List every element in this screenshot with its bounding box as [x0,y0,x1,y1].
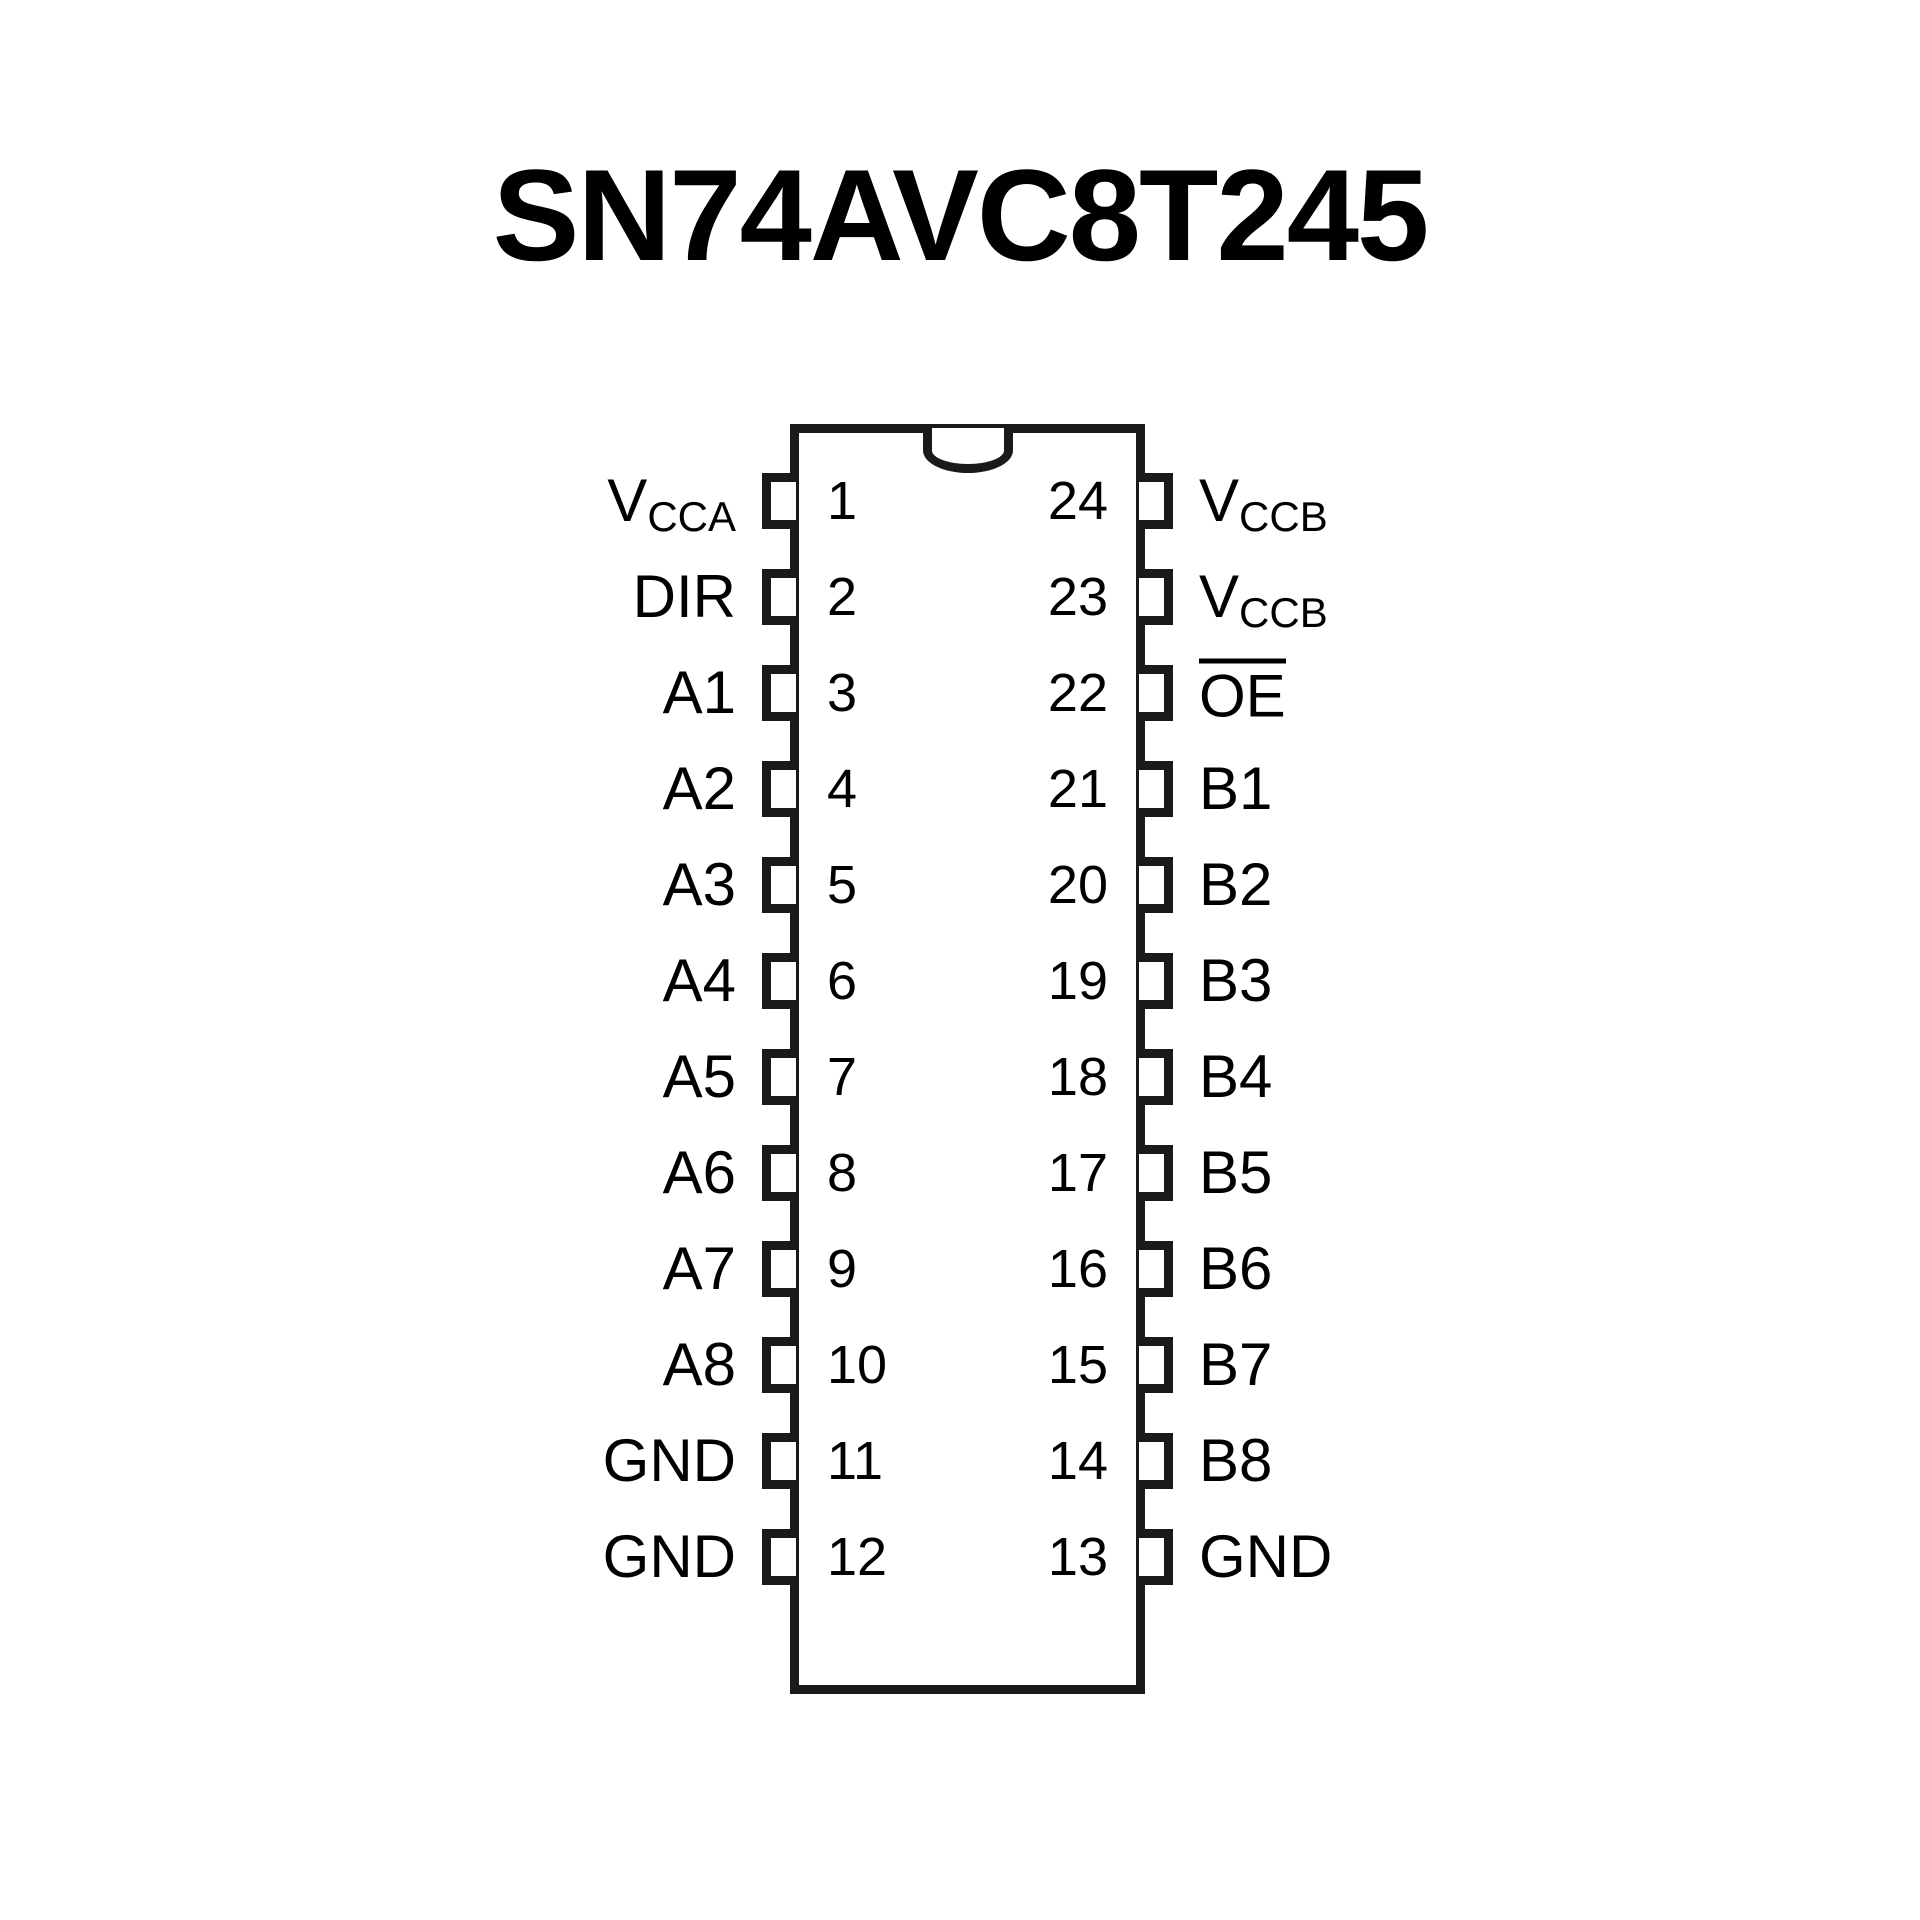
pin-label-7: A5 [662,1043,736,1110]
pin-label-23: VCCB [1199,563,1328,636]
pin-number-10: 10 [827,1335,888,1395]
pin-stub-8 [762,1145,796,1201]
pin-stub-17 [1139,1145,1173,1201]
pin-stub-12 [762,1529,796,1585]
pin-number-3: 3 [827,663,858,723]
pin-label-8: A6 [662,1139,736,1206]
pin-row [662,837,1273,933]
pin-number-19: 19 [1047,951,1108,1011]
pin-stub-6 [762,953,796,1009]
pin-stub-7 [762,1049,796,1105]
pin-number-15: 15 [1047,1335,1108,1395]
pin-label-2: DIR [632,563,736,630]
pin-row [662,1221,1273,1317]
pin-number-13: 13 [1047,1527,1108,1587]
pin-stub-24 [1139,473,1173,529]
pin-label-12: GND [602,1523,736,1590]
pin-number-5: 5 [827,855,858,915]
pin-label-6: A4 [662,947,736,1014]
pin-stub-2 [762,569,796,625]
pin-label-13: GND [1199,1523,1333,1590]
pin-number-20: 20 [1047,855,1108,915]
pin-row [662,1125,1273,1221]
pin-stub-13 [1139,1529,1173,1585]
pin-stub-5 [762,857,796,913]
pin-number-9: 9 [827,1239,858,1299]
pin-number-23: 23 [1047,567,1108,627]
pin-label-5: A3 [662,851,736,918]
pin-stub-15 [1139,1337,1173,1393]
pin-label-10: A8 [662,1331,736,1398]
pin-label-15: B7 [1199,1331,1273,1398]
pin-number-8: 8 [827,1143,858,1203]
pin-number-16: 16 [1047,1239,1108,1299]
pin-label-14: B8 [1199,1427,1273,1494]
pin-stub-9 [762,1241,796,1297]
pin-row [602,1509,1333,1605]
page-title: SN74AVC8T245 [492,142,1428,288]
pin-stub-16 [1139,1241,1173,1297]
pin-row [602,1413,1273,1509]
pin-label-16: B6 [1199,1235,1273,1302]
pin-stub-14 [1139,1433,1173,1489]
pin-stub-20 [1139,857,1173,913]
pin-label-24: VCCB [1199,467,1328,540]
pin-label-4: A2 [662,755,736,822]
pin-stub-18 [1139,1049,1173,1105]
pin-number-18: 18 [1047,1047,1108,1107]
pin-number-1: 1 [827,471,858,531]
pin-label-17: B5 [1199,1139,1273,1206]
pin-stub-23 [1139,569,1173,625]
pin-number-11: 11 [827,1431,884,1491]
pin-number-17: 17 [1047,1143,1108,1203]
pin-stub-1 [762,473,796,529]
pin-row [662,645,1286,741]
pin-row [607,453,1328,549]
pin-stub-4 [762,761,796,817]
pin-label-21: B1 [1199,755,1273,822]
pin-label-20: B2 [1199,851,1273,918]
pin-number-22: 22 [1047,663,1108,723]
pin-number-4: 4 [827,759,858,819]
pin-row [662,1029,1273,1125]
pin-label-19: B3 [1199,947,1273,1014]
pin-label-11: GND [602,1427,736,1494]
pin-number-2: 2 [827,567,858,627]
pin-row [662,741,1273,837]
ic-package-body [602,424,1333,1694]
pin-stub-3 [762,665,796,721]
pin-stub-19 [1139,953,1173,1009]
pin-label-18: B4 [1199,1043,1273,1110]
pin-number-14: 14 [1047,1431,1108,1491]
pin-number-12: 12 [827,1527,888,1587]
pin-label-3: A1 [662,659,736,726]
pin-stub-10 [762,1337,796,1393]
pin-label-1: VCCA [607,467,736,540]
pin-stub-11 [762,1433,796,1489]
pin-number-6: 6 [827,951,858,1011]
pin-number-7: 7 [827,1047,858,1107]
pin-number-21: 21 [1047,759,1108,819]
pin-label-22: OE [1199,659,1286,728]
pin-number-24: 24 [1047,471,1108,531]
pin-stub-22 [1139,665,1173,721]
pin-row [662,1317,1273,1413]
pin-label-9: A7 [662,1235,736,1302]
pin-row [632,549,1328,645]
pin-row [662,933,1273,1029]
pin-stub-21 [1139,761,1173,817]
